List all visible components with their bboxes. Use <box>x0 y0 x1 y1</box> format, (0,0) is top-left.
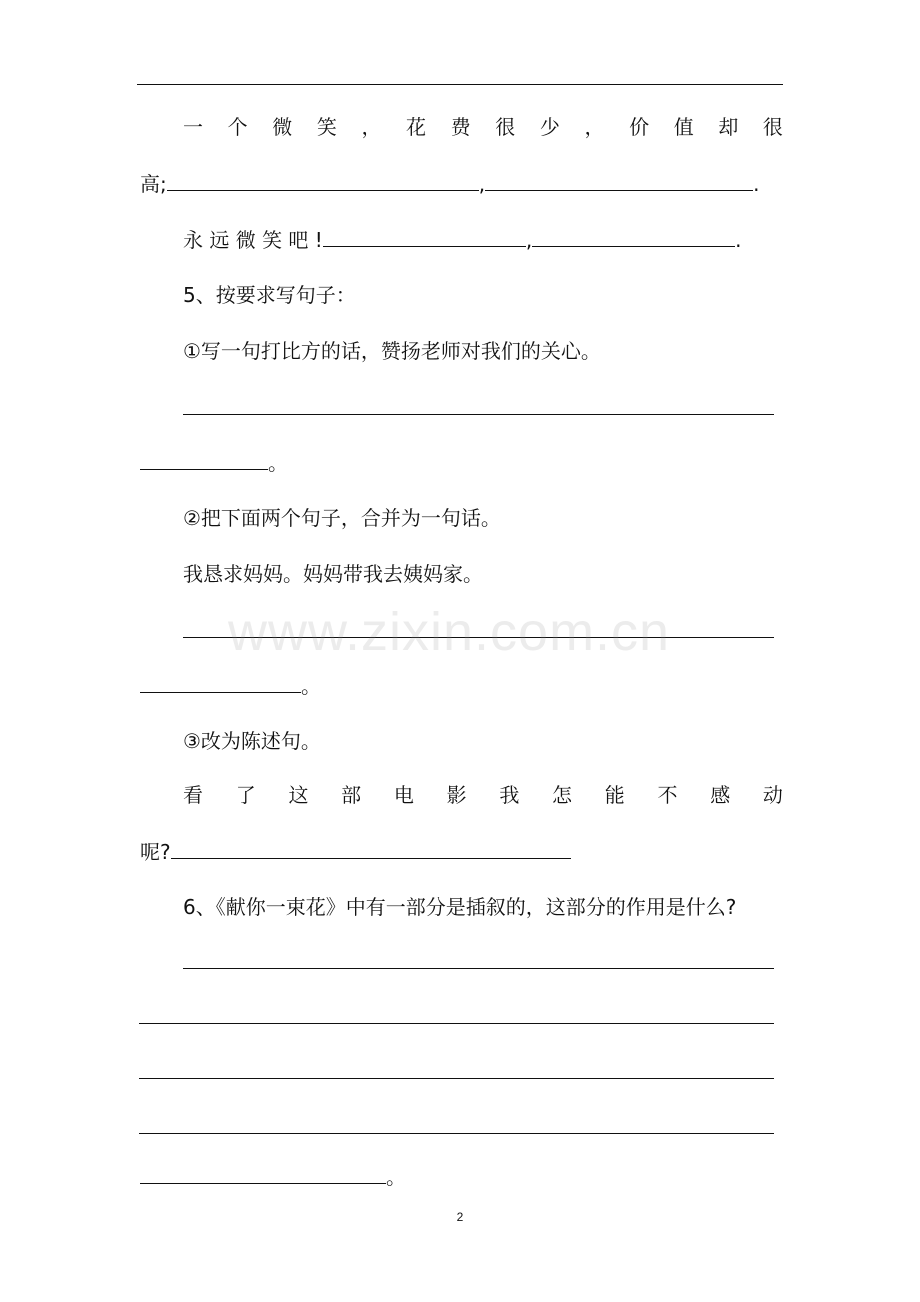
q4-line2 <box>140 170 759 197</box>
period: 。 <box>301 674 321 698</box>
q4-char: 一 <box>183 115 203 139</box>
q5-item2: ②把下面两个句子，合并为一句话。 <box>183 506 501 530</box>
q6-answer-end <box>140 1163 406 1190</box>
period: 。 <box>386 1165 406 1189</box>
q6-question: 6、《献你一束花》中有一部分是插叙的，这部分的作用是什么? <box>183 895 737 919</box>
q5-char: 部 <box>341 783 362 807</box>
answer-line[interactable] <box>139 1078 774 1079</box>
q4-char: 少 <box>539 115 560 139</box>
answer-blank[interactable] <box>140 1163 386 1184</box>
q5-char: 动 <box>762 783 783 807</box>
q4-char: 很 <box>762 115 783 139</box>
answer-blank[interactable] <box>171 838 571 859</box>
q4-char: 值 <box>673 115 694 139</box>
q5-char: 能 <box>604 783 625 807</box>
q5-item2-answer-end <box>140 672 321 699</box>
q4-char: 价 <box>629 115 650 139</box>
q5-item3-prefix: 呢? <box>140 840 171 864</box>
q4-char: 很 <box>495 115 516 139</box>
q5-char: 了 <box>235 783 256 807</box>
page-number: 2 <box>456 1210 464 1224</box>
q4-line3-sep: , <box>525 228 533 252</box>
q5-char: 不 <box>657 783 678 807</box>
q4-char: ， <box>584 115 605 139</box>
q4-line3 <box>183 226 742 253</box>
answer-blank[interactable] <box>323 226 526 247</box>
q4-line2-prefix: 高; <box>140 172 167 196</box>
q4-char: ， <box>361 115 382 139</box>
q4-line1 <box>183 114 783 140</box>
q5-item3-line2 <box>140 838 571 865</box>
q5-char: 电 <box>393 783 414 807</box>
q4-line3-prefix: 永 远 微 笑 吧 ! <box>183 228 323 252</box>
q5-item1: ①写一句打比方的话，赞扬老师对我们的关心。 <box>183 339 601 363</box>
answer-line[interactable] <box>183 968 774 969</box>
header-rule <box>137 84 783 85</box>
answer-blank[interactable] <box>532 226 735 247</box>
q5-item3: ③改为陈述句。 <box>183 729 321 753</box>
q4-char: 个 <box>227 115 248 139</box>
answer-line[interactable] <box>139 1023 774 1024</box>
q5-char: 看 <box>183 783 203 807</box>
q5-char: 影 <box>446 783 467 807</box>
q5-char: 感 <box>710 783 731 807</box>
answer-line[interactable] <box>183 414 774 415</box>
q4-char: 笑 <box>316 115 337 139</box>
q5-char: 我 <box>499 783 520 807</box>
answer-blank[interactable] <box>167 170 479 191</box>
q4-char: 费 <box>450 115 471 139</box>
q5-heading: 5、按要求写句子： <box>183 283 356 307</box>
q4-char: 花 <box>406 115 427 139</box>
q5-item1-answer-end <box>140 449 288 476</box>
q4-line2-sep: , <box>478 172 486 196</box>
watermark: www.zixin.com.cn <box>228 602 671 662</box>
answer-blank[interactable] <box>485 170 753 191</box>
answer-line[interactable] <box>139 1133 774 1134</box>
answer-line[interactable] <box>183 637 774 638</box>
answer-blank[interactable] <box>140 672 301 693</box>
q4-char: 微 <box>272 115 293 139</box>
q5-char: 怎 <box>552 783 573 807</box>
q4-line3-end: . <box>735 228 742 252</box>
q4-char: 却 <box>718 115 739 139</box>
q4-line2-end: . <box>753 172 760 196</box>
q5-item3-sentence <box>183 782 783 808</box>
q5-item2-sentence: 我恳求妈妈。妈妈带我去姨妈家。 <box>183 562 483 586</box>
answer-blank[interactable] <box>140 449 268 470</box>
period: 。 <box>268 451 288 475</box>
q5-char: 这 <box>288 783 309 807</box>
